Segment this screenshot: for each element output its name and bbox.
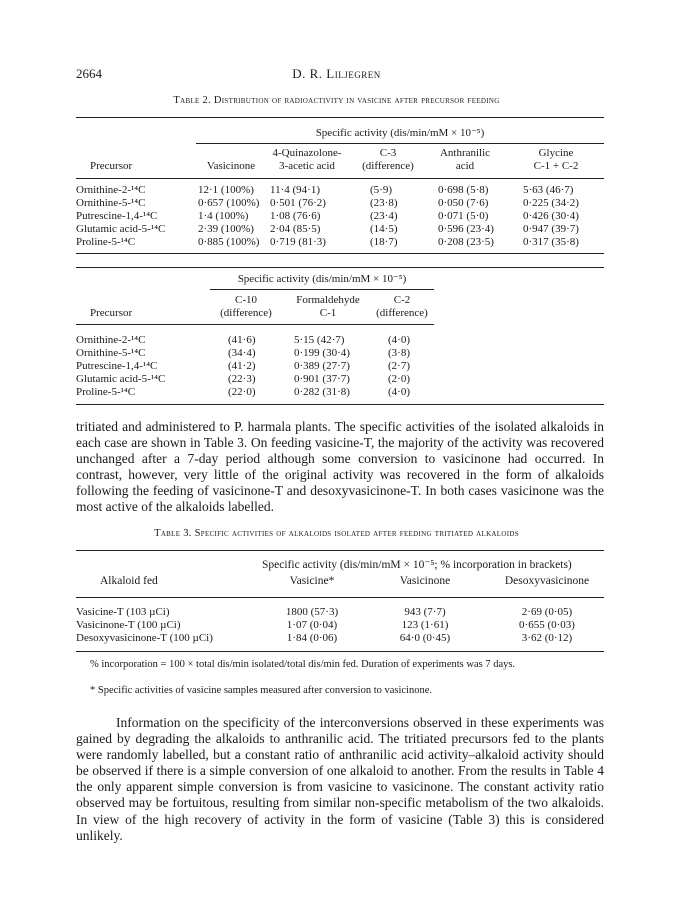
table3-footnote: * Specific activities of vasicine samples measured after conversion to vasicinone.: [90, 685, 433, 696]
table2-part2-col-header: C-1: [319, 307, 337, 319]
table-cell: Ornithine-2-¹⁴C: [76, 184, 146, 196]
table-cell: 11·4 (94·1): [270, 184, 320, 196]
table-cell: Ornithine-2-¹⁴C: [76, 334, 146, 346]
table-cell: 2·04 (85·5): [270, 223, 321, 235]
table-cell: (22·3): [228, 373, 256, 385]
table-cell: 1·4 (100%): [198, 210, 249, 222]
table-cell: Vasicinone-T (100 µCi): [76, 619, 181, 631]
table-cell: (4·0): [388, 386, 410, 398]
table-cell: 1800 (57·3): [285, 606, 339, 618]
table-cell: 0·426 (30·4): [523, 210, 579, 222]
table-cell: 0·225 (34·2): [523, 197, 579, 209]
table-cell: 0·501 (76·2): [270, 197, 326, 209]
table-cell: (22·0): [228, 386, 256, 398]
body-paragraph: tritiated and administered to P. harmala plants. The specific activities of the isolated alkaloids in each case are shown in Table 3. On feeding vasicine-T, the majority of the activity was recovered unchanged after a 7-day period although some conversion to vasicinone had occurred. In contrast, however, very little of the original activity was recovered in the form of alkaloids following the feeding of vasicinone-T and desoxyvasicinone-T. In both cases vasicinone was the most active of the alkaloids labelled.: [76, 419, 604, 515]
table2-part2-col-header: (difference): [220, 307, 272, 319]
table-cell: 123 (1·61): [401, 619, 449, 631]
table3-col-header: Desoxyvasicinone: [504, 575, 590, 587]
table-cell: (2·0): [388, 373, 410, 385]
table-cell: 0·698 (5·8): [438, 184, 489, 196]
table3-caption: Table 3. Specific activities of alkaloids isolated after feeding tritiated alkaloids: [154, 528, 519, 539]
table-cell: Ornithine-5-¹⁴C: [76, 197, 146, 209]
table-cell: 0·657 (100%): [198, 197, 260, 209]
table-cell: 0·317 (35·8): [523, 236, 579, 248]
table-cell: (41·6): [228, 334, 256, 346]
table-cell: 0·947 (39·7): [523, 223, 579, 235]
table2-part2-col-header: C-10: [235, 294, 257, 306]
table2-part1-col-header: 3-acetic acid: [279, 160, 335, 172]
table-cell: Putrescine-1,4-¹⁴C: [76, 210, 158, 222]
table-cell: (41·2): [228, 360, 256, 372]
table-cell: (14·5): [370, 223, 398, 235]
table3-bottom-rule: [76, 651, 604, 652]
table2-part1-col-header: Anthranilic: [439, 147, 491, 159]
table2-divider-rule: [76, 267, 604, 268]
table2-part2-col-header: Formaldehyde: [296, 294, 360, 306]
table-cell: Proline-5-¹⁴C: [76, 236, 136, 248]
table-cell: 2·39 (100%): [198, 223, 254, 235]
table-cell: 0·071 (5·0): [438, 210, 489, 222]
table3-top-rule: [76, 550, 604, 551]
body-paragraph: Information on the specificity of the interconversions observed in these experiments was gained by degrading the alkaloids to anthranilic acid. The tritiated precursors fed to the plants were randomly labelled, but a constant ratio of anthranilic acid activity–alkaloid activity should be observed if there is a simple conversion of one alkaloid to another. From the results in Table 4 the only apparent simple conversion is from vasicine to vasicinone. The constant activity ratio observed may be fortuitous, resulting from similar non-specific metabolism of the two alkaloids. In view of the high recovery of activity in the form of vasicine (Table 3) this is considered unlikely.: [76, 715, 604, 843]
table2-part1-header-rule: [76, 178, 604, 179]
table3-col-header: Alkaloid fed: [100, 575, 158, 587]
table-cell: 0·901 (37·7): [294, 373, 350, 385]
table-cell: 3·62 (0·12): [521, 632, 573, 644]
table3-col-header: Vasicinone: [399, 575, 451, 587]
running-head: D. R. Liljegren: [292, 66, 381, 81]
table-cell: 943 (7·7): [404, 606, 446, 618]
table2-part1-bottom-rule: [76, 253, 604, 254]
table-cell: Vasicine-T (103 µCi): [76, 606, 170, 618]
table2-part1-col-header: Vasicinone: [206, 160, 256, 172]
table2-caption: Table 2. Distribution of radioactivity in vasicine after precursor feeding: [173, 95, 500, 106]
table-cell: Glutamic acid-5-¹⁴C: [76, 373, 166, 385]
table2-part1-col-header: Glycine: [538, 147, 574, 159]
table2-top-rule: [76, 117, 604, 118]
table-cell: (23·4): [370, 210, 398, 222]
table2-part1-col-header: C-3: [379, 147, 397, 159]
table3-span-header: Specific activity (dis/min/mM × 10⁻⁵; % incorporation in brackets): [262, 559, 572, 571]
table-cell: 1·07 (0·04): [286, 619, 338, 631]
table2-part2-col-header: (difference): [376, 307, 428, 319]
page-number: 2664: [76, 66, 102, 81]
table-cell: 5·15 (42·7): [294, 334, 345, 346]
table-cell: 64·0 (0·45): [399, 632, 451, 644]
table-cell: (5·9): [370, 184, 392, 196]
table-cell: 0·282 (31·8): [294, 386, 350, 398]
table-cell: 12·1 (100%): [198, 184, 254, 196]
table-cell: 0·050 (7·6): [438, 197, 489, 209]
table2-part1-span-header: Specific activity (dis/min/mM × 10⁻⁵): [315, 127, 485, 139]
table2-part2-span-rule: [210, 289, 434, 290]
table-cell: 0·208 (23·5): [438, 236, 494, 248]
table2-part2-span-header: Specific activity (dis/min/mM × 10⁻⁵): [237, 273, 407, 285]
table2-part2-col-header: Precursor: [90, 307, 133, 319]
table-cell: 0·596 (23·4): [438, 223, 494, 235]
table-cell: Glutamic acid-5-¹⁴C: [76, 223, 166, 235]
table-cell: 2·69 (0·05): [521, 606, 573, 618]
table-cell: 0·885 (100%): [198, 236, 260, 248]
table2-part2-header-rule: [76, 324, 434, 325]
table2-part1-col-header: acid: [455, 160, 475, 172]
table-cell: Desoxyvasicinone-T (100 µCi): [76, 632, 213, 644]
table3-header-rule: [76, 597, 604, 598]
table2-part2-col-header: C-2: [393, 294, 411, 306]
table-cell: Proline-5-¹⁴C: [76, 386, 136, 398]
table3-footnote: % incorporation = 100 × total dis/min isolated/total dis/min fed. Duration of experiments was 7 days.: [90, 659, 516, 670]
table-cell: 0·719 (81·3): [270, 236, 326, 248]
table2-part1-col-header: 4-Quinazolone-: [272, 147, 342, 159]
table2-part1-col-header: (difference): [362, 160, 414, 172]
table-cell: 0·199 (30·4): [294, 347, 350, 359]
table2-part1-col-header: Precursor: [90, 160, 133, 172]
table3-col-header: Vasicine*: [289, 575, 335, 587]
table-cell: 0·655 (0·03): [519, 619, 575, 631]
table-cell: Ornithine-5-¹⁴C: [76, 347, 146, 359]
table-cell: (3·8): [388, 347, 410, 359]
table-cell: (23·8): [370, 197, 398, 209]
table-cell: (4·0): [388, 334, 410, 346]
table-cell: 5·63 (46·7): [523, 184, 574, 196]
table-cell: Putrescine-1,4-¹⁴C: [76, 360, 158, 372]
table-cell: 1·08 (76·6): [270, 210, 321, 222]
table-cell: 1·84 (0·06): [286, 632, 338, 644]
table2-bottom-rule: [76, 404, 604, 405]
table-cell: 0·389 (27·7): [294, 360, 350, 372]
table-cell: (18·7): [370, 236, 398, 248]
table2-part1-span-rule: [196, 143, 604, 144]
table-cell: (2·7): [388, 360, 410, 372]
table-cell: (34·4): [228, 347, 256, 359]
table2-part1-col-header: C-1 + C-2: [533, 160, 579, 172]
